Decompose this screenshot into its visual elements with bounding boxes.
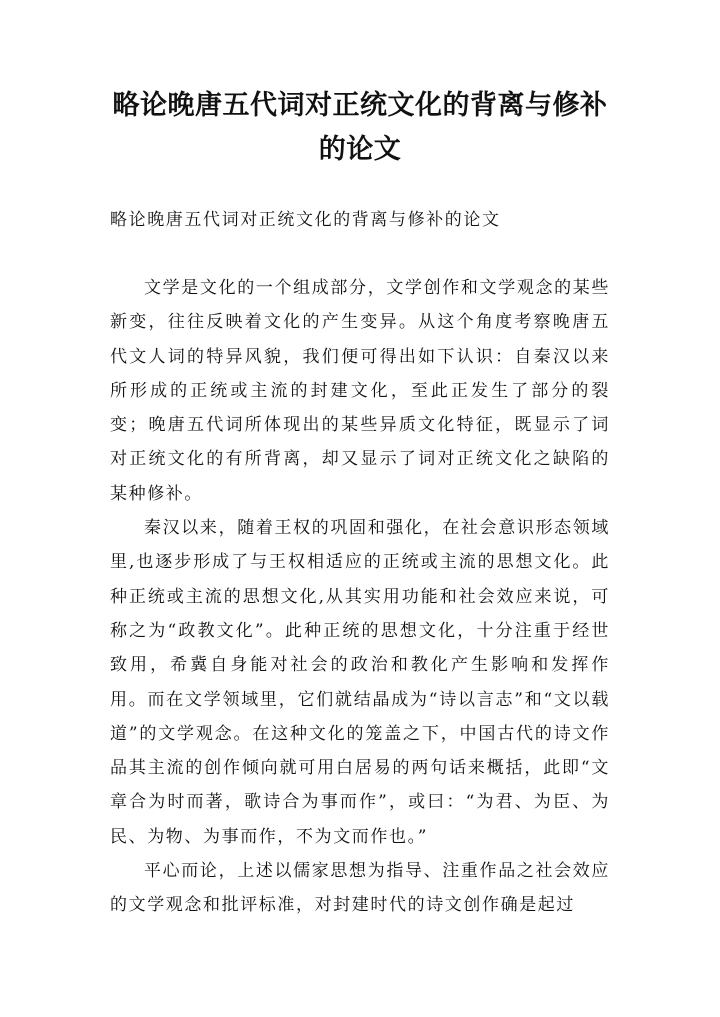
paragraph-3: 平心而论，上述以儒家思想为指导、注重作品之社会效应的文学观念和批评标准，对封建时代的诗文创作确是起过 xyxy=(110,861,610,916)
document-body xyxy=(110,271,610,923)
document-title: 略论晚唐五代词对正统文化的背离与修补的论文 xyxy=(112,90,608,165)
document-subtitle: 略论晚唐五代词对正统文化的背离与修补的论文 xyxy=(110,210,501,230)
paragraph-1: 文学是文化的一个组成部分，文学创作和文学观念的某些新变，往往反映着文化的产生变异。从这个角度考察晚唐五代文人词的特异风貌，我们便可得出如下认识：自秦汉以来所形成的正统或主流的封建文化，至此正发生了部分的裂变；晚唐五代词所体现出的某些异质文化特征，既显示了词对正统文化的有所背离，却又显示了词对正统文化之缺陷的某种修补。 xyxy=(110,278,610,504)
paragraph-2: 秦汉以来，随着王权的巩固和强化，在社会意识形态领域里,也逐步形成了与王权相适应的正统或主流的思想文化。此种正统或主流的思想文化,从其实用功能和社会效应来说，可称之为“政教文化”。此种正统的思想文化，十分注重于经世致用，希冀自身能对社会的政治和教化产生影响和发挥作用。而在文学领域里，它们就结晶成为“诗以言志”和“文以载道”的文学观念。在这种文化的笼盖之下，中国古代的诗文作品其主流的创作倾向就可用白居易的两句话来概括，此即“文章合为时而著，歌诗合为事而作”，或曰：“为君、为臣、为民、为物、为事而作，不为文而作也。” xyxy=(110,518,610,847)
